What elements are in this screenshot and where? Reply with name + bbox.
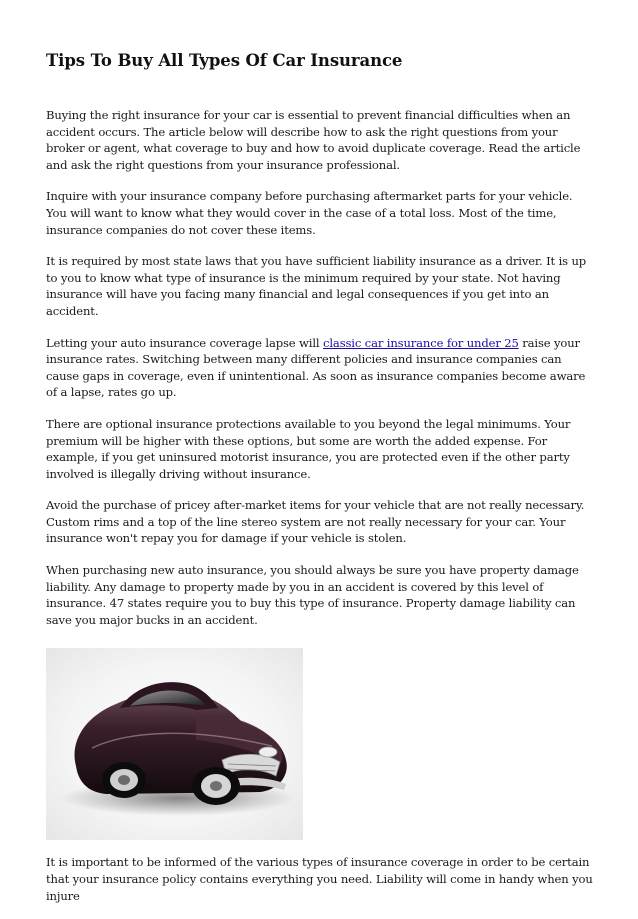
document-page bbox=[46, 50, 594, 919]
paragraph-6: Avoid the purchase of pricey after-market items for your vehicle that are not really necessary. Custom rims and a top of the line stereo system are not really necessary for your car. Your insurance won't repay you for damage if your vehicle is stolen. bbox=[46, 498, 585, 546]
paragraph-5: There are optional insurance protections available to you beyond the legal minimums. Your premium will be higher with these options, but some are worth the added expense. For example, if you get uninsured motorist insurance, you are protected even if the other party involved is illegally driving without insurance. bbox=[46, 416, 571, 481]
paragraph-7: When purchasing new auto insurance, you should always be sure you have property damage liability. Any damage to property made by you in an accident is covered by this level of insurance. 47 states require you to buy this type of insurance. Property damage liability can save you major bucks in an accident. bbox=[46, 563, 579, 627]
paragraph-4 bbox=[46, 335, 594, 401]
paragraph-4-before-link: Letting your auto insurance coverage lapse will bbox=[46, 335, 324, 350]
front-wheel bbox=[192, 767, 240, 805]
classic-car-insurance-link[interactable]: classic car insurance for under 25 bbox=[323, 335, 519, 350]
page-title: Tips To Buy All Types Of Car Insurance bbox=[46, 51, 403, 70]
car-illustration bbox=[46, 648, 303, 840]
paragraph-1: Buying the right insurance for your car is essential to prevent financial difficulties when an accident occurs. The article below will describe how to ask the right questions from your broker or agent, what coverage to buy and how to avoid duplicate coverage. Read the article and ask the right questions from your insurance professional. bbox=[46, 108, 581, 172]
car-image bbox=[46, 648, 303, 840]
paragraph-4-after-link: raise your insurance rates. Switching between many different policies and insurance companies can cause gaps in coverage, even if unintentional. As soon as insurance companies become aware of a lapse, rates go up. bbox=[46, 335, 586, 400]
closing-paragraph: It is important to be informed of the various types of insurance coverage in order to be certain that your insurance policy contains everything you need. Liability will come in handy when you injure bbox=[46, 855, 593, 903]
rear-wheel bbox=[102, 762, 146, 798]
paragraph-3: It is required by most state laws that you have sufficient liability insurance as a driver. It is up to you to know what type of insurance is the minimum required by your state. Not having insurance will have you facing many financial and legal consequences if you get into an accident. bbox=[46, 254, 587, 318]
paragraph-2: Inquire with your insurance company before purchasing aftermarket parts for your vehicle. You will want to know what they would cover in the case of a total loss. Most of the time, insurance companies do not cover these items. bbox=[46, 189, 573, 237]
